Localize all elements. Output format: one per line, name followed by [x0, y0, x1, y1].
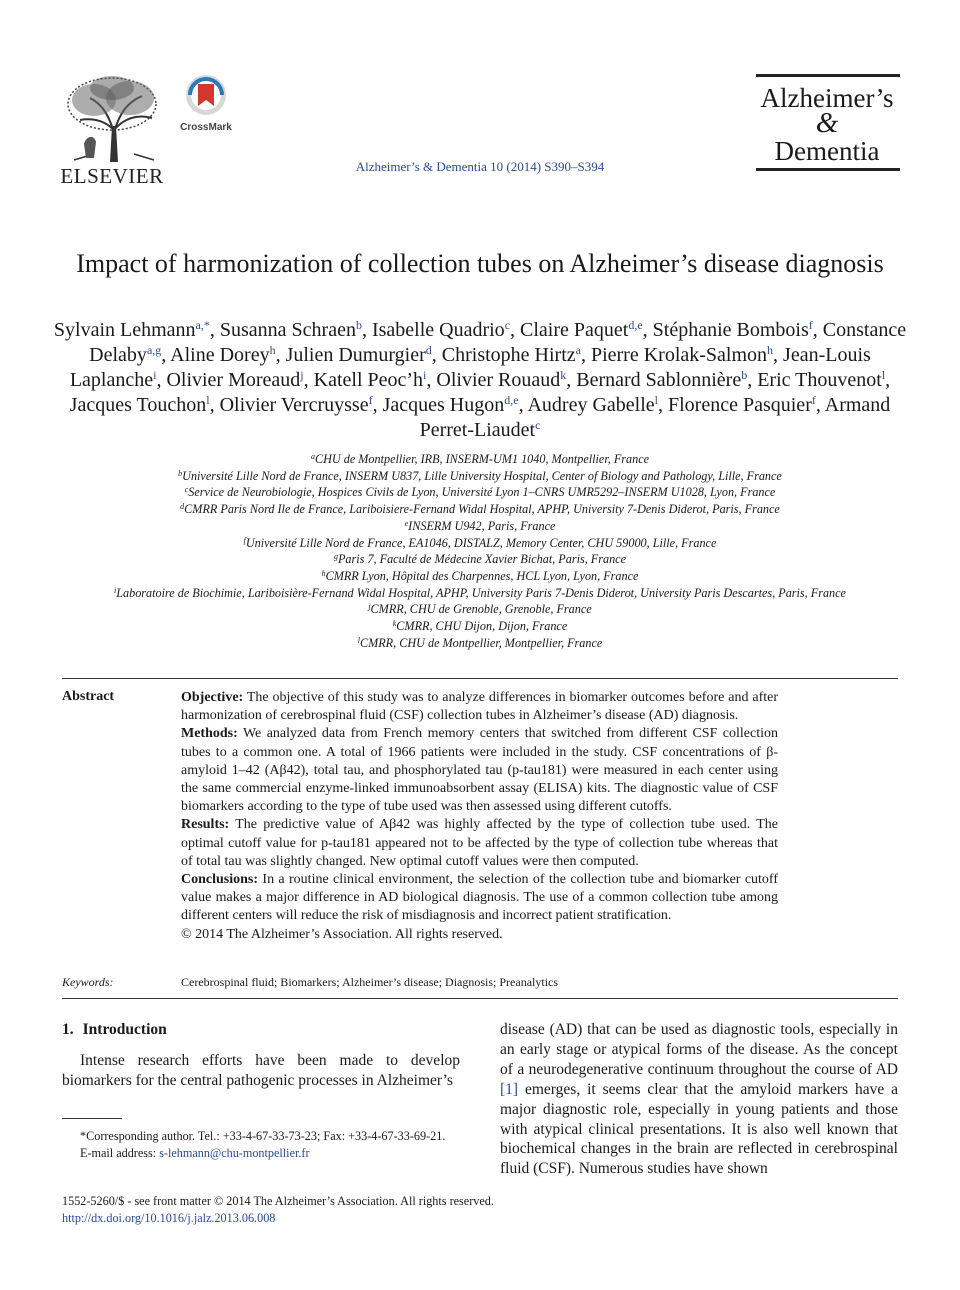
affiliation-list	[40, 451, 920, 651]
crossmark-badge[interactable]	[180, 74, 232, 133]
author-affiliation-marker[interactable]: k	[560, 368, 567, 382]
author-affiliation-marker[interactable]: d,e	[504, 393, 519, 407]
affiliation-text: CHU de Montpellier, IRB, INSERM-UM1 1040, Montpellier, France	[314, 452, 650, 466]
section-number: 1.	[62, 1021, 74, 1038]
affiliation-key: h	[321, 568, 326, 578]
abstract-section	[181, 725, 778, 816]
abstract-bottom-rule	[62, 998, 898, 999]
affiliation-text: Service de Neurobiologie, Hospices Civils de Lyon, Université Lyon 1–CNRS UMR5292–INSERM U1028, Lyon, France	[188, 485, 776, 500]
abstract-section	[181, 816, 778, 871]
section-title: Introduction	[82, 1021, 167, 1038]
abstract-section	[181, 689, 778, 725]
author-affiliation-marker[interactable]: h	[269, 343, 276, 357]
affiliation-key: d	[180, 502, 185, 512]
author-affiliation-marker[interactable]: l	[654, 393, 658, 407]
author-affiliation-marker[interactable]: f	[368, 393, 373, 407]
author-name: Audrey Gabelle	[527, 394, 655, 416]
author-name: Jean-Louis Laplanche	[69, 344, 871, 391]
affiliation-item	[40, 535, 920, 552]
abstract-label: Abstract	[62, 689, 115, 704]
author-name: Sylvain Lehmann	[53, 319, 196, 341]
author-name: Eric Thouvenot	[757, 369, 882, 391]
affiliation-text: CMRR, CHU Dijon, Dijon, France	[396, 619, 568, 634]
affiliation-text: CMRR, CHU de Montpellier, Montpellier, France	[359, 635, 603, 650]
author-affiliation-marker[interactable]: h	[767, 343, 774, 357]
author-affiliation-marker[interactable]: b	[741, 368, 748, 382]
author-name: Olivier Rouaud	[436, 369, 561, 391]
author-affiliation-marker[interactable]: b	[355, 318, 362, 332]
author-name: Claire Paquet	[520, 319, 629, 341]
affiliation-item	[40, 484, 920, 501]
intro-right-text-cont: emerges, it seems clear that the amyloid markers have a major diagnostic role, especially in young patients and those with atypical clinical presentations. It is also well known that biochemical changes in the brain are reflected in cerebrospinal fluid (CSF). Numerous studies have shown	[500, 1080, 898, 1178]
affiliation-text: CMRR Paris Nord Ile de France, Lariboisiere-Fernand Widal Hospital, APHP, University 7-Denis Diderot, Paris, France	[184, 502, 780, 517]
author-affiliation-marker[interactable]: l	[881, 368, 886, 382]
journal-logo-line2: Dementia	[774, 136, 880, 166]
email-link[interactable]: s-lehmann@chu-montpellier.fr	[159, 1145, 310, 1160]
abstract-section	[181, 871, 778, 926]
issn-line: 1552-5260/$ - see front matter © 2014 The Alzheimer’s Association. All rights reserved.	[62, 1194, 494, 1208]
abstract-body	[181, 689, 778, 944]
affiliation-text: INSERM U942, Paris, France	[408, 518, 556, 533]
author-name: Stéphanie Bombois	[652, 319, 809, 341]
footnote	[62, 1128, 460, 1161]
author-affiliation-marker[interactable]: f	[811, 393, 816, 407]
intro-right-text: disease (AD) that can be used as diagnostic tools, especially in an early stage or atypical forms of the disease. As the concept of a neurodegenerative continuum throughout the course of AD	[500, 1021, 898, 1078]
affiliation-key: a	[310, 452, 315, 461]
affiliation-item	[40, 551, 920, 568]
author-name: Isabelle Quadrio	[371, 319, 505, 341]
section-heading	[62, 1021, 167, 1039]
abstract-section-text: We analyzed data from French memory centers that switched from different CSF collection tubes to a common one. A total of 1966 patients were included in the study. CSF concentrations of β-amyloid 1–42 (Aβ42), total tau, and phosphorylated tau (p-tau181) were measured in each center using the same commercial enzyme-linked immunoabsorbent assay (ELISA) kits. The diagnostic value of CSF biomarkers according to the type of tube used was then assessed using different cutoffs.	[181, 726, 778, 815]
affiliation-item	[40, 618, 920, 635]
author-name: Florence Pasquier	[668, 394, 812, 416]
author-name: Olivier Moreaud	[166, 369, 301, 391]
author-name: Katell Peoc’h	[313, 369, 424, 391]
author-affiliation-marker[interactable]: i	[153, 368, 157, 382]
affiliation-item	[40, 601, 920, 618]
author-name: Constance Delaby	[89, 319, 907, 366]
journal-logo-ampersand: &	[815, 107, 839, 139]
author-name: Christophe Hirtz	[441, 344, 576, 366]
author-affiliation-marker[interactable]: d,e	[628, 318, 643, 332]
corresponding-author: *Corresponding author. Tel.: +33-4-67-33-73-23; Fax: +33-4-67-33-69-21.	[80, 1129, 446, 1143]
author-affiliation-marker[interactable]: a,g	[146, 343, 162, 357]
journal-logo	[752, 74, 898, 174]
affiliation-item	[40, 518, 920, 535]
author-affiliation-marker[interactable]: i	[423, 368, 427, 382]
abstract-section-heading: Methods:	[181, 726, 238, 742]
affiliation-key: b	[178, 468, 183, 478]
affiliation-text: Université Lille Nord de France, INSERM U837, Lille University Hospital, Center of Biology and Pathology, Lille, France	[182, 468, 782, 483]
abstract-section-heading: Results:	[181, 817, 230, 833]
affiliation-key: c	[184, 485, 189, 495]
journal-citation[interactable]: Alzheimer’s & Dementia 10 (2014) S390–S394	[355, 159, 605, 174]
affiliation-key: g	[333, 552, 338, 562]
affiliation-text: Paris 7, Faculté de Médecine Xavier Bichat, Paris, France	[337, 552, 626, 567]
abstract-section-text: In a routine clinical environment, the selection of the collection tube and biomarker cutoff value makes a major difference in AD biological diagnosis. The use of a common collection tube among different centers will reduce the risk of misdiagnosis and incorrect patient stratification.	[181, 872, 779, 924]
crossmark-label: CrossMark	[180, 122, 232, 133]
author-list: Sylvain Lehmann$^{a,*}$, Susanna Schraen$^b$, Isabelle Quadrio$^c$, Claire Paquet$^{d,e}$, Stéphanie Bombois$^f$, Constance Delaby$^{a,g}$, Aline Dorey$^h$, Julien Dumurgier$^d$, Christophe Hirtz$^a$, Pierre Krolak-Salmon$^h$, Jean-Louis Laplanche$^i$, Olivier Moreaud$^j$, Katell $Peoc’h^i$, Olivier Rouaud$^k$, Bernard Sablonnière$^b$, Eric Thouvenot$^l$, Jacques Touchon$^l$, Olivier Vercruysse$^f$, Jacques Hugon$^{d,e}$, Audrey Gabelle$^l$, Florence Pasquier$^f$, Armand Perret-Liaudet$^c$	[53, 318, 907, 441]
keywords-list: Cerebrospinal fluid; Biomarkers; Alzheimer’s disease; Diagnosis; Preanalytics	[181, 975, 559, 989]
journal-logo-rule	[756, 74, 900, 77]
elsevier-tree-icon	[64, 74, 160, 162]
author-affiliation-marker[interactable]: c	[504, 318, 511, 332]
intro-right-column	[500, 1020, 898, 1179]
author-name: Julien Dumurgier	[285, 344, 426, 366]
author-name: Susanna Schraen	[219, 319, 356, 341]
affiliation-text: CMRR Lyon, Hôpital des Charpennes, HCL Lyon, Lyon, France	[325, 568, 639, 583]
journal-logo-rule	[756, 168, 900, 171]
email-label: E-mail address:	[80, 1145, 157, 1160]
affiliation-item	[40, 585, 920, 602]
doi-link[interactable]: http://dx.doi.org/10.1016/j.jalz.2013.06.008	[62, 1211, 276, 1225]
affiliation-item	[40, 635, 920, 652]
journal-logo-line1: Alzheimer’s	[760, 83, 894, 113]
author-affiliation-marker[interactable]: j	[300, 368, 304, 382]
affiliation-key: f	[243, 535, 246, 545]
author-affiliation-marker[interactable]: c	[535, 418, 541, 432]
keywords-label: Keywords:	[62, 975, 114, 989]
affiliation-item	[40, 568, 920, 585]
author-affiliation-marker[interactable]: f	[808, 318, 813, 332]
affiliation-item	[40, 468, 920, 485]
author-affiliation-marker[interactable]: a,*	[195, 318, 210, 332]
author-name: Jacques Touchon	[69, 394, 207, 416]
affiliation-text: CMRR, CHU de Grenoble, Grenoble, France	[370, 602, 592, 617]
affiliation-key: k	[392, 619, 397, 629]
email-line	[62, 1145, 460, 1162]
author-name: Pierre Krolak-Salmon	[590, 344, 768, 366]
author-affiliation-marker[interactable]: d	[425, 343, 432, 357]
affiliation-item	[40, 451, 920, 468]
abstract-copyright: © 2014 The Alzheimer’s Association. All rights reserved.	[181, 926, 503, 942]
affiliation-key: j	[368, 602, 371, 612]
author-name: Armand Perret-Liaudet	[419, 394, 891, 441]
author-affiliation-marker[interactable]: l	[206, 393, 210, 407]
author-name: Bernard Sablonnière	[576, 369, 742, 391]
elsevier-logo	[60, 74, 164, 186]
affiliation-key: l	[357, 635, 360, 645]
author-name: Aline Dorey	[170, 344, 270, 366]
abstract-section-heading: Objective:	[181, 690, 244, 705]
footnote-rule	[62, 1118, 122, 1119]
affiliation-text: Université Lille Nord de France, EA1046, DISTALZ, Memory Center, CHU 59000, Lille, France	[245, 535, 717, 550]
publisher-name: ELSEVIER	[60, 164, 164, 188]
reference-link[interactable]: [1]	[500, 1080, 519, 1098]
abstract-section-text: The predictive value of Aβ42 was highly affected by the type of collection tube used. The optimal cutoff value for p-tau181 appeared not to be affected by the type of collection tube whereas that of total tau was slightly changed. New optimal cutoff values were then computed.	[181, 817, 778, 869]
abstract-section-heading: Conclusions:	[181, 872, 259, 888]
abstract-top-rule	[62, 678, 898, 679]
abstract-section-text: The objective of this study was to analyze differences in biomarker outcomes before and after harmonization of cerebrospinal fluid (CSF) collection tubes in Alzheimer’s disease (AD) diagnosis.	[181, 690, 779, 724]
affiliation-key: e	[404, 518, 409, 528]
author-name: Jacques Hugon	[382, 394, 505, 416]
intro-left-column: Intense research efforts have been made to develop biomarkers for the central pathogenic processes in Alzheimer’s	[62, 1052, 460, 1089]
author-affiliation-marker[interactable]: a	[575, 343, 581, 357]
affiliation-text: Laboratoire de Biochimie, Lariboisière-Fernand Widal Hospital, APHP, University Paris 7-Denis Diderot, University Paris Descartes, Paris, France	[116, 585, 846, 600]
affiliation-item	[40, 501, 920, 518]
crossmark-icon	[185, 74, 227, 116]
author-name: Olivier Vercruysse	[219, 394, 369, 416]
affiliation-key: i	[114, 585, 117, 595]
article-title: Impact of harmonization of collection tubes on Alzheimer’s disease diagnosis	[76, 249, 884, 278]
